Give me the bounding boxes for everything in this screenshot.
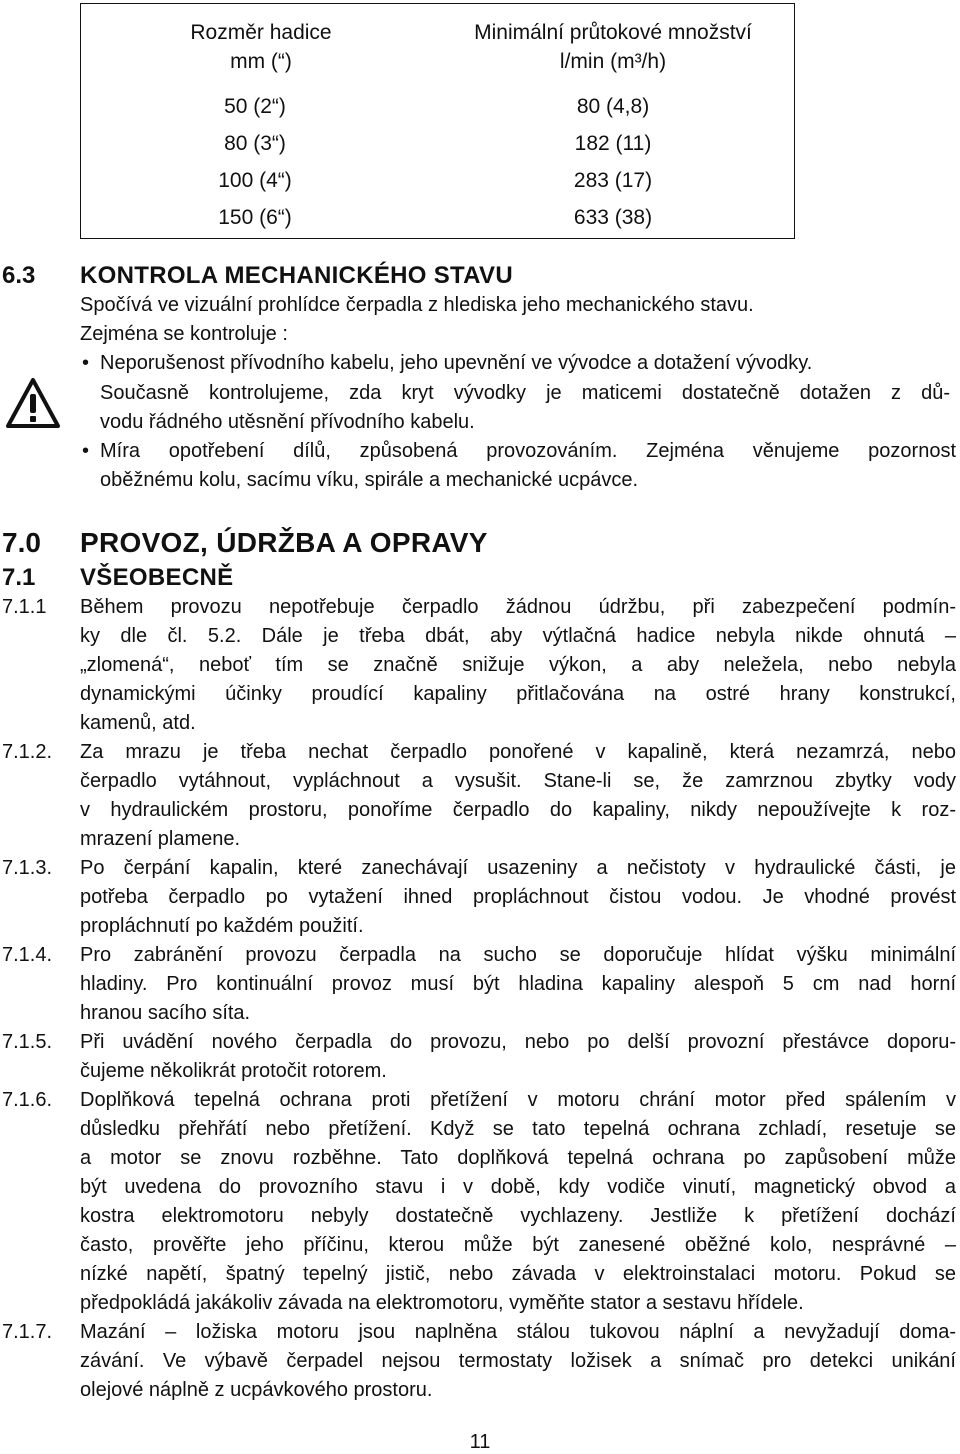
text-line: Zejména se kontroluje :: [80, 323, 288, 345]
bullet-icon: •: [82, 352, 90, 374]
paragraph-line: čerpadlo vytáhnout, vypláchnout a vysušit. Stane-li se, že zamrznou zbytky vody: [80, 770, 956, 792]
paragraph-line: dynamickými účinky proudící kapaliny přitlačována na ostré hrany konstrukcí,: [80, 683, 956, 705]
paragraph-line: ky dle čl. 5.2. Dále je třeba dbát, aby výtlačná hadice nebyla nikde ohnutá –: [80, 625, 956, 647]
bullet-text: vodu řádného utěsnění přívodního kabelu.: [100, 411, 475, 433]
bullet-text: Míra opotřebení dílů, způsobená provozováním. Zejména věnujeme pozornost: [100, 440, 956, 462]
text-line: Spočívá ve vizuální prohlídce čerpadla z hlediska jeho mechanického stavu.: [80, 294, 754, 316]
paragraph-line: být uvedena do provozního stavu i v době, kdy vodiče vinutí, magnetický obvod a: [80, 1176, 956, 1198]
bullet-text: Neporušenost přívodního kabelu, jeho upevnění ve vývodce a dotažení vývodky.: [100, 352, 813, 374]
paragraph-line: v hydraulickém prostoru, ponoříme čerpadlo do kapaliny, nikdy nepoužívejte k roz-: [80, 799, 956, 821]
paragraph-line: „zlomená“, neboť tím se značně snižuje výkon, a aby neležela, nebo nebyla: [80, 654, 956, 676]
paragraph-number: 7.1.3.: [2, 857, 53, 879]
table-cell: 100 (4“): [218, 169, 292, 192]
section-number-7-1: 7.1: [2, 564, 36, 591]
paragraph-line: nízké napětí, špatný tepelný jistič, nebo závada v elektroinstalaci motoru. Pokud se: [80, 1263, 956, 1285]
paragraph-line: často, prověřte jeho příčinu, kterou může být zanesené oběžné kolo, nesprávné –: [80, 1234, 956, 1256]
paragraph-line: mrazení plamene.: [80, 828, 241, 850]
paragraph-line: Při uvádění nového čerpadla do provozu, nebo po delší provozní přestávce doporu-: [80, 1031, 956, 1053]
table-cell: 182 (11): [574, 132, 652, 155]
table-cell: 80 (4,8): [576, 95, 650, 118]
table-row: [81, 162, 794, 200]
paragraph-line: olejové náplně z ucpávkového prostoru.: [80, 1379, 433, 1401]
paragraph-line: hladiny. Pro kontinuální provoz musí být hladina kapaliny alespoň 5 cm nad horní: [80, 973, 956, 995]
table-cell: 150 (6“): [218, 206, 292, 229]
paragraph-number: 7.1.4.: [2, 944, 53, 966]
paragraph-number: 7.1.1: [2, 596, 47, 618]
table-header-min-flow: Minimální průtokové množství l/min (m³/h): [474, 21, 752, 73]
section-title-7-1: VŠEOBECNĚ: [80, 564, 234, 591]
paragraph-line: Doplňková tepelná ochrana proti přetížení v motoru chrání motor před spálením v: [80, 1089, 956, 1111]
paragraph-line: potřeba čerpadlo po vytažení ihned propláchnout čistou vodou. Je vhodné provést: [80, 886, 956, 908]
paragraph-line: kamenů, atd.: [80, 712, 196, 734]
warning-triangle-icon: [5, 377, 61, 429]
paragraph-line: čujeme několikrát protočit rotorem.: [80, 1060, 387, 1082]
hose-flow-table: [80, 3, 795, 239]
paragraph-line: Po čerpání kapalin, které zanechávají usazeniny a nečistoty v hydraulické části, je: [80, 857, 956, 879]
paragraph-line: důsledku přehřátí nebo přetížení. Když se tato tepelná ochrana zchladí, resetuje se: [80, 1118, 956, 1140]
paragraph-line: propláchnutí po každém použití.: [80, 915, 364, 937]
paragraph-line: závání. Ve výbavě čerpadel nejsou termostaty ložisek a snímač pro detekci unikání: [80, 1350, 956, 1372]
paragraph-line: předpokládá jakákoliv závada na elektromotoru, vyměňte stator a sestavu hřídele.: [80, 1292, 804, 1314]
table-cell: 633 (38): [573, 206, 653, 229]
paragraph-line: kostra elektromotoru nebyly dostatečně vychlazeny. Jestliže k přetížení dochází: [80, 1205, 956, 1227]
table-row: [81, 88, 794, 126]
paragraph-number: 7.1.6.: [2, 1089, 53, 1111]
bullet-text: Současně kontrolujeme, zda kryt vývodky je maticemi dostatečně dotažen z dů-: [100, 382, 950, 404]
table-cell: 283 (17): [573, 169, 653, 192]
section-number-6-3: 6.3: [2, 262, 36, 289]
paragraph-line: Během provozu nepotřebuje čerpadlo žádnou údržbu, při zabezpečení podmín-: [80, 596, 956, 618]
paragraph-line: Mazání – ložiska motoru jsou naplněna stálou tukovou náplní a nevyžadují doma-: [80, 1321, 956, 1343]
paragraph-number: 7.1.7.: [2, 1321, 53, 1343]
paragraph-line: Pro zabránění provozu čerpadla na sucho se doporučuje hlídat výšku minimální: [80, 944, 956, 966]
section-title-6-3: KONTROLA MECHANICKÉHO STAVU: [80, 262, 513, 289]
paragraph-line: a motor se znovu rozběhne. Tato doplňková tepelná ochrana po zapůsobení může: [80, 1147, 956, 1169]
table-row: [81, 125, 794, 163]
table-row: [81, 199, 794, 237]
section-title-7-0: PROVOZ, ÚDRŽBA A OPRAVY: [80, 527, 488, 558]
paragraph-number: 7.1.5.: [2, 1031, 53, 1053]
paragraph-line: Za mrazu je třeba nechat čerpadlo ponořené v kapalině, která nezamrzá, nebo: [80, 741, 956, 763]
paragraph-number: 7.1.2.: [2, 741, 53, 763]
table-cell: 50 (2“): [224, 95, 286, 118]
table-header-hose-size: Rozměr hadice mm (“): [190, 21, 332, 73]
page-number: 11: [469, 1431, 491, 1453]
bullet-text: oběžnému kolu, sacímu víku, spirále a mechanické ucpávce.: [100, 469, 639, 491]
paragraph-line: hranou sacího síta.: [80, 1002, 251, 1024]
section-number-7-0: 7.0: [2, 527, 41, 558]
bullet-icon: •: [82, 440, 90, 462]
table-cell: 80 (3“): [224, 132, 286, 155]
